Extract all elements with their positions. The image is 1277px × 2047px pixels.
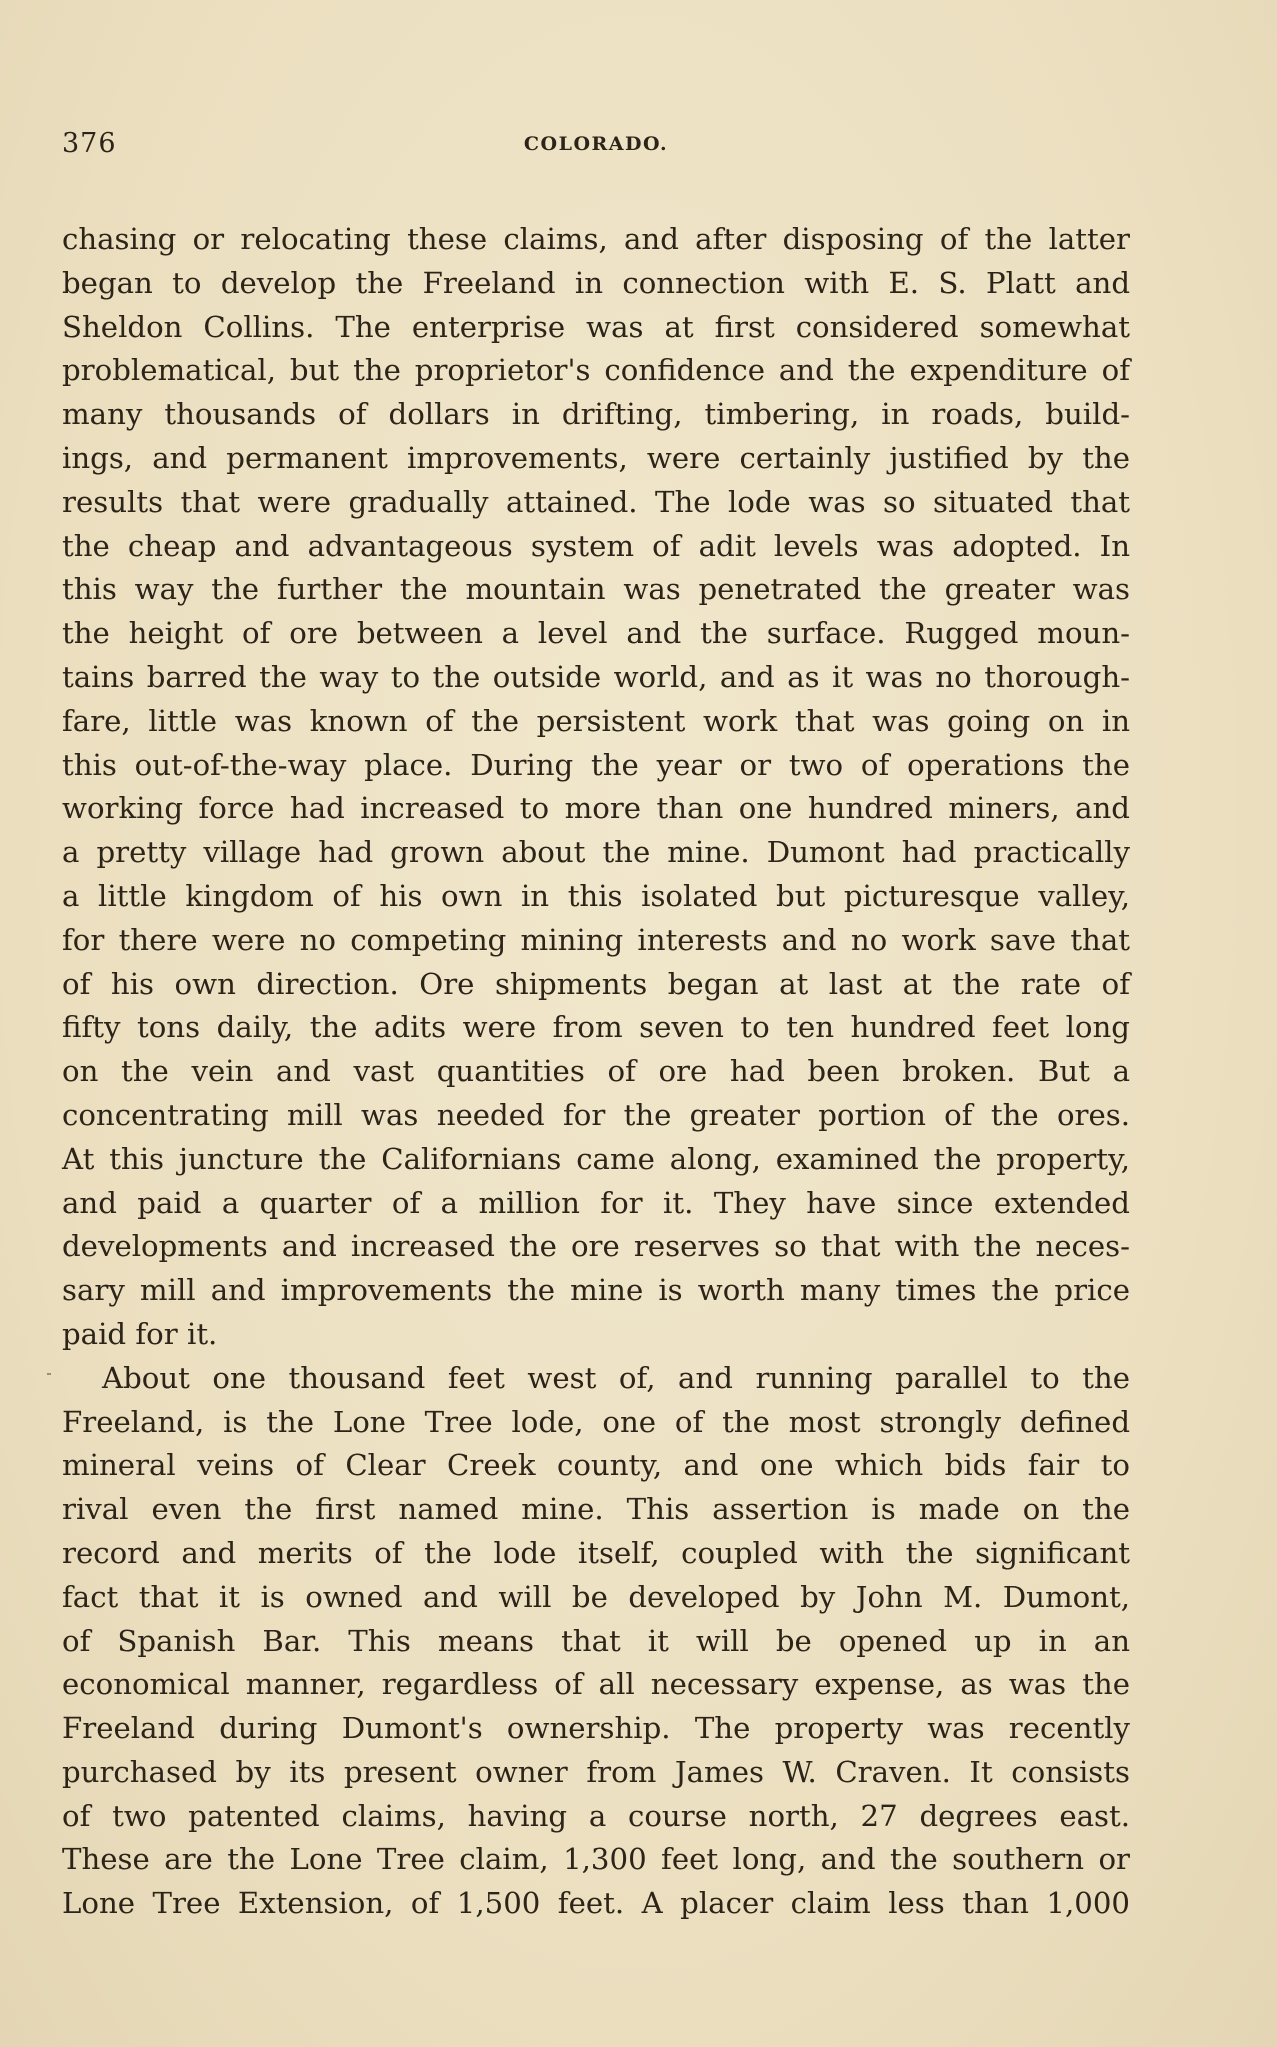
text-line: of his own direction. Ore shipments began at last at the rate of [62, 966, 1130, 1001]
text-line: Lone Tree Extension, of 1,500 feet. A placer claim less than 1,000 [62, 1886, 1130, 1921]
text-line: a little kingdom of his own in this isolated but picturesque valley, [62, 878, 1130, 913]
text-line: tains barred the way to the outside world, and as it was no thorough- [62, 659, 1130, 694]
paragraph-1 [62, 218, 1130, 1357]
text-line: the height of ore between a level and the surface. Rugged moun- [62, 616, 1130, 651]
text-line: sary mill and improvements the mine is worth many times the price [62, 1273, 1130, 1308]
text-line: for there were no competing mining interests and no work save that [62, 922, 1130, 957]
body-text [62, 218, 1130, 1926]
text-line: fact that it is owned and will be developed by John M. Dumont, [62, 1579, 1130, 1614]
text-line: of two patented claims, having a course north, 27 degrees east. [62, 1798, 1130, 1833]
text-line: this way the further the mountain was penetrated the greater was [62, 572, 1130, 607]
text-line: At this juncture the Californians came along, examined the property, [62, 1141, 1130, 1176]
text-line: Freeland, is the Lone Tree lode, one of the most strongly defined [62, 1404, 1130, 1439]
text-line: About one thousand feet west of, and running parallel to the [102, 1360, 1130, 1395]
text-line: paid for it. [62, 1316, 218, 1351]
text-line: problematical, but the proprietor's confidence and the expenditure of [62, 353, 1130, 388]
text-line: began to develop the Freeland in connection with E. S. Platt and [62, 265, 1130, 300]
text-line: chasing or relocating these claims, and after disposing of the latter [62, 222, 1130, 256]
running-head: COLORADO. [523, 133, 669, 155]
text-line: this out-of-the-way place. During the year or two of operations the [62, 747, 1130, 782]
text-line: These are the Lone Tree claim, 1,300 feet long, and the southern or [62, 1842, 1130, 1877]
text-line: a pretty village had grown about the mine. Dumont had practically [62, 835, 1130, 870]
text-line: Freeland during Dumont's ownership. The property was recently [62, 1711, 1130, 1746]
margin-mark [47, 1373, 51, 1375]
paragraph-2 [62, 1357, 1130, 1926]
page-header [62, 128, 1130, 168]
text-line: developments and increased the ore reserves so that with the neces- [62, 1229, 1130, 1264]
text-line: on the vein and vast quantities of ore had been broken. But a [62, 1054, 1130, 1089]
text-line: working force had increased to more than one hundred miners, and [62, 791, 1130, 826]
text-line: of Spanish Bar. This means that it will be opened up in an [62, 1623, 1130, 1658]
text-line: results that were gradually attained. The lode was so situated that [62, 484, 1130, 519]
text-line: fare, little was known of the persistent work that was going on in [62, 703, 1130, 738]
text-line: record and merits of the lode itself, coupled with the significant [62, 1535, 1130, 1570]
text-line: Sheldon Collins. The enterprise was at first considered somewhat [62, 309, 1130, 344]
text-line: the cheap and advantageous system of adit levels was adopted. In [62, 528, 1130, 563]
page-number: 376 [62, 128, 117, 159]
text-line: and paid a quarter of a million for it. They have since extended [62, 1185, 1130, 1220]
text-line: mineral veins of Clear Creek county, and one which bids fair to [62, 1448, 1130, 1483]
text-line: purchased by its present owner from James W. Craven. It consists [62, 1754, 1130, 1789]
text-line: ings, and permanent improvements, were certainly justified by the [62, 440, 1130, 475]
text-line: economical manner, regardless of all necessary expense, as was the [62, 1667, 1130, 1702]
text-line: many thousands of dollars in drifting, timbering, in roads, build- [62, 397, 1130, 432]
text-line: concentrating mill was needed for the greater portion of the ores. [62, 1097, 1130, 1132]
text-line: fifty tons daily, the adits were from seven to ten hundred feet long [62, 1010, 1130, 1045]
text-line: rival even the first named mine. This assertion is made on the [62, 1492, 1130, 1527]
